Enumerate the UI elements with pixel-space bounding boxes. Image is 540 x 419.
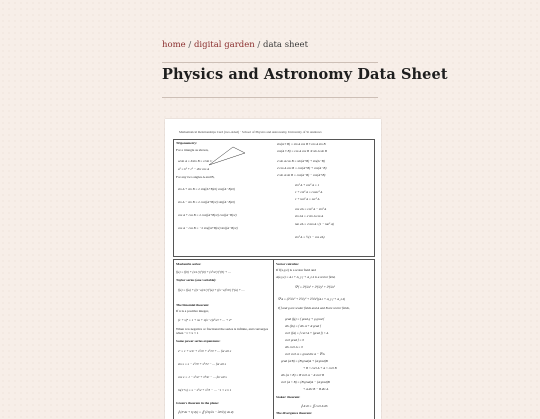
green-heading: Green's theorem in the plane:	[176, 401, 220, 405]
column-divider	[273, 259, 274, 419]
breadcrumb-current: data sheet	[263, 40, 309, 50]
binomial-subtitle: If n is a positive integer,	[176, 309, 209, 313]
data-sheet-image: Mathematical Relationships Card (two-sided) · School of Physics and Astronomy, University of St Andrews Trigonometry: For a triangle as shown, a/sin A = b/sin B = c/sin C a² = b² + c² − 2bc cos A For any two angles A and B, sin A + sin B = 2 sin((A+B)/2) cos((A−B)/2) sin A − sin B = 2 cos((A+B)/2) sin((A−B)/2) cos A + cos B = 2 cos((A+B)/2) cos((A−B)/2) cos A − cos B = −2 sin((A+B)/2) sin((A−B)/2) sin(A ± B) = sin A cos B ± cos A sin B cos(A ± B) = cos A cos B ∓ sin A sin B 2 sin A cos B = sin(A+B) + sin(A−B) 2 cos A cos B = cos(A+B) + cos(A−B) 2 sin A sin B = cos(A−B) − cos(A+B) sin² A + cos² A = 1 1 + cot² A = cosec² A 1 + tan² A = sec² A cos 2A = cos² A − sin² A sin 2A = 2 sin A cos A tan 2A = 2 tan A / (1 − tan² A) sin² A = ½(1 − cos 2A) Maclaurin series: f(x) = f(0) + (x/1!) f′(0) + (x²/2!) f″(0) + … Taylor series (one variable): f(x) = f(a) + ((x−a)/1!) f′(a) + ((x−a)²/2!) f″(a) + … The binomial theorem: If n is a positive integer, (1 + x)ⁿ = 1 + nx + n(n−1)x²/2! + … + xⁿ When n is negative or fractional the series is infinite, and converges when −1 < x < 1 Some power series expansions: eˣ = 1 + x/1! + x²/2! + x³/3! + … for all x sin x = x − x³/3! + x⁵/5! − … for all x cos x = 1 − x²/2! + x⁴/4! − … for all x ln(1+x) = x − x²/2 + x³/3 − … −1 < x ≤ 1 Green's theorem in the plane: ∮ (P dx + Q dy) = ∬ (∂Q/∂x − ∂P/∂y) dx dy Vector calculus: If f(x,y,z) is a scalar field and A(x,y,z) = Aₓi + A_y j + A_z k is a vector field, ∇²f = ∂²f/∂x² + ∂²f/∂y² + ∂²f/∂z² ∇²A = (∂²/∂x² + ∂²/∂y² + ∂²/∂z²)(Aₓi + A_y j + A_z k) If f and g are scalar fields and A and B are vector fields, grad (fg) = f grad g + g grad f div (fA) = f div A + A·grad f curl (fA) = f curl A + (grad f) × A curl grad f = 0 div curl A = 0 curl curl A = grad div A − ∇²A grad (A·B) = (B·grad)A + (A·grad)B + B × curl A + A × curl B div (A × B) = B·curl A − A·curl B curl (A × B) = (B·grad)A − (A·grad)B + A div B − B div A Stokes' theorem: ∮ A·dl = ∬ curl A·dS The divergence theorem:	[165, 119, 381, 419]
binomial-note: When n is negative or fractional the series is infinite, and converges when −1 < x < 1	[176, 327, 269, 336]
breadcrumb	[162, 40, 308, 50]
breadcrumb-separator: /	[257, 40, 261, 50]
triangle-diagram	[207, 145, 247, 167]
divergence-heading: The divergence theorem:	[276, 411, 313, 415]
breadcrumb-garden-link[interactable]: digital garden	[193, 40, 255, 50]
vector-calculus-heading: Vector calculus:	[276, 262, 300, 266]
trigonometry-panel	[173, 139, 375, 257]
stokes-heading: Stokes' theorem:	[276, 395, 301, 399]
trig-any-angles: For any two angles A and B,	[176, 175, 215, 179]
vector-calculus-subtitle: If f(x,y,z) is a scalar field and	[276, 268, 316, 272]
maclaurin-heading: Maclaurin series:	[176, 262, 202, 266]
breadcrumb-separator: /	[188, 40, 192, 50]
page-title: Physics and Astronomy Data Sheet	[162, 66, 448, 83]
trig-heading: Trigonometry:	[176, 141, 198, 145]
divider-top	[162, 62, 378, 63]
breadcrumb-home-link[interactable]: home	[162, 40, 186, 50]
trig-subtitle: For a triangle as shown,	[176, 148, 209, 152]
divider-bottom	[162, 97, 378, 98]
taylor-heading: Taylor series (one variable):	[176, 278, 217, 282]
sheet-header: Mathematical Relationships Card (two-sided) · School of Physics and Astronomy, University of St Andrews	[179, 130, 322, 134]
power-series-heading: Some power series expansions:	[176, 339, 221, 343]
binomial-heading: The binomial theorem:	[176, 303, 210, 307]
